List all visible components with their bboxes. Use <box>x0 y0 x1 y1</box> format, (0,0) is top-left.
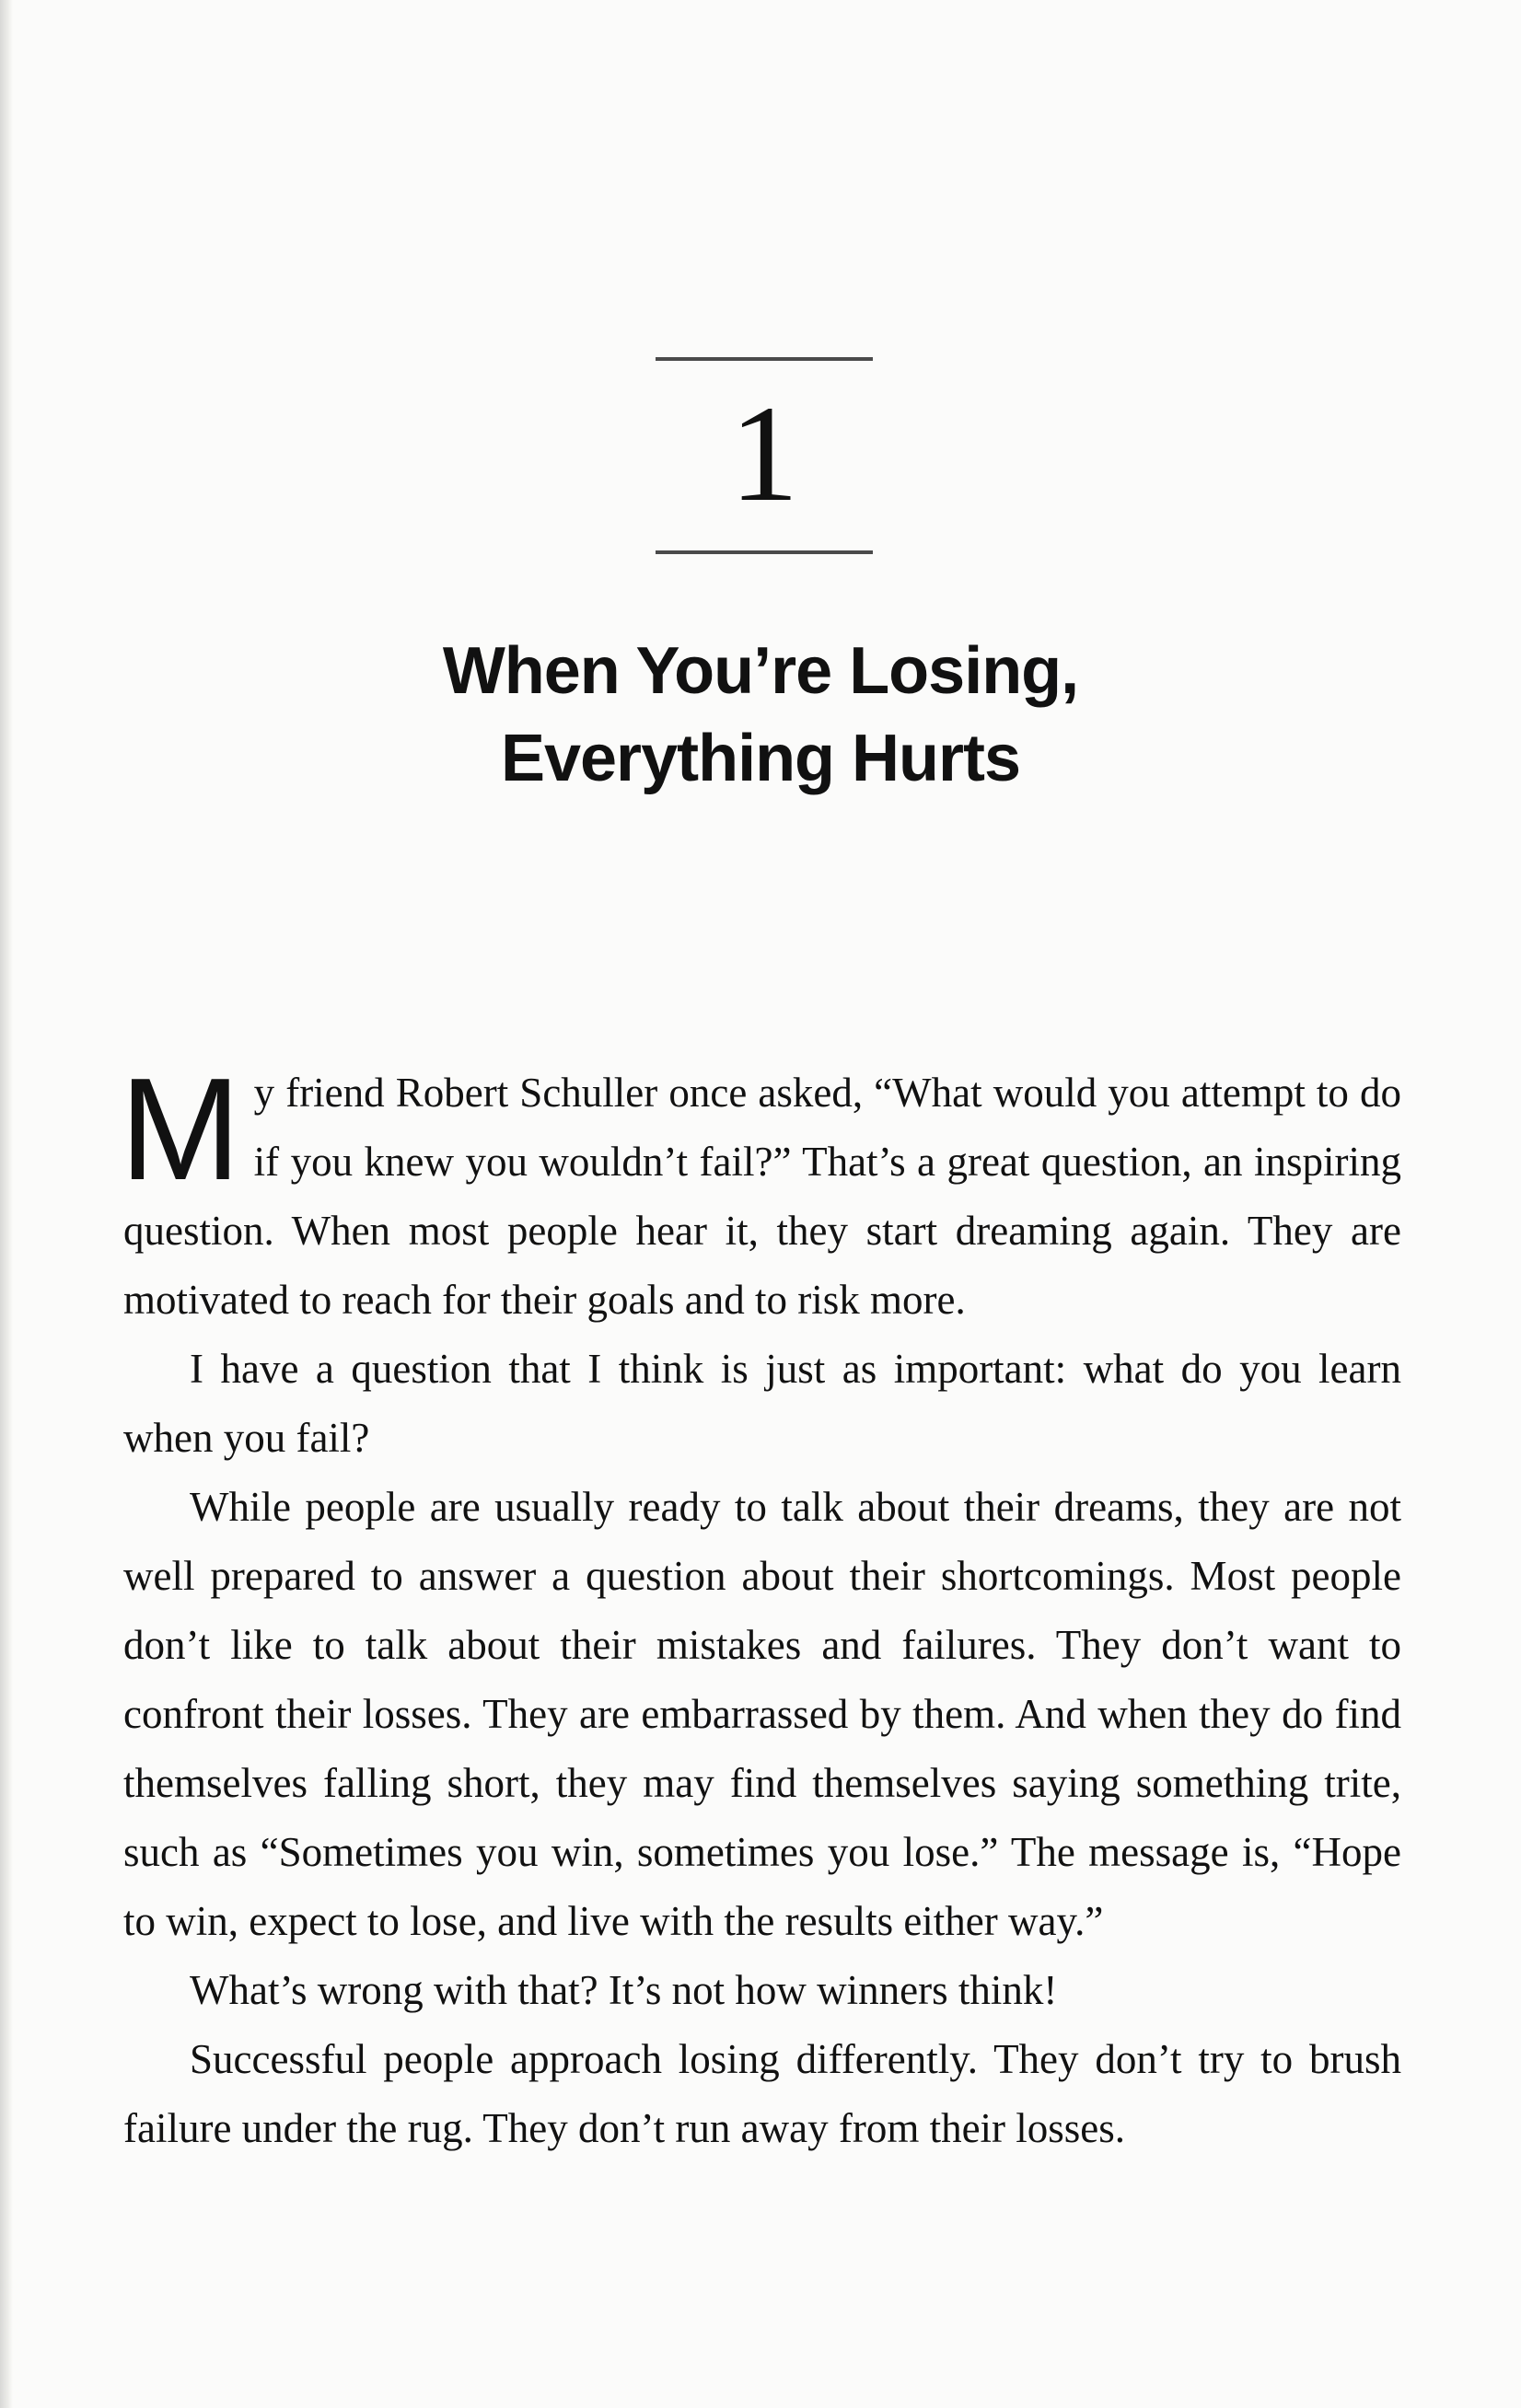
chapter-title <box>276 628 1245 803</box>
chapter-title-line-1: When You’re Losing, <box>442 634 1079 708</box>
paragraph-1-text: y friend Robert Schuller once asked, “What would you attempt to do if you knew you wouldn’t fail?” That’s a great question, an inspiring question. When most people hear it, they start dreaming again. They are motivated to reach for their goals and to risk more. <box>123 1070 1401 1323</box>
page-spine-shadow <box>0 0 13 2408</box>
paragraph-2: I have a question that I think is just as important: what do you learn when you fail? <box>123 1346 1401 1461</box>
chapter-title-line-2: Everything Hurts <box>500 722 1021 795</box>
paragraph-4: What’s wrong with that? It’s not how winners think! <box>190 1967 1058 2013</box>
chapter-rule-bottom <box>656 550 873 554</box>
chapter-number-block <box>656 357 873 554</box>
chapter-number: 1 <box>729 377 799 530</box>
paragraph-3: While people are usually ready to talk about their dreams, they are not well prepared to answer a question about their shortcomings. Most people don’t like to talk about their mistakes and failures. They don’t want to confront their losses. They are embarrassed by them. And when they do find themselves falling short, they may find themselves saying something trite, such as “Sometimes you win, sometimes you lose.” The message is, “Hope to win, expect to lose, and live with the results either way.” <box>123 1484 1401 1944</box>
chapter-rule-top <box>656 357 873 361</box>
drop-cap: M <box>120 1048 241 1210</box>
paragraph-5: Successful people approach losing differently. They don’t try to brush failure under the rug. They don’t run away from their losses. <box>123 2036 1401 2151</box>
body-text <box>120 1048 1401 2163</box>
paragraph-1 <box>120 1048 1401 1335</box>
